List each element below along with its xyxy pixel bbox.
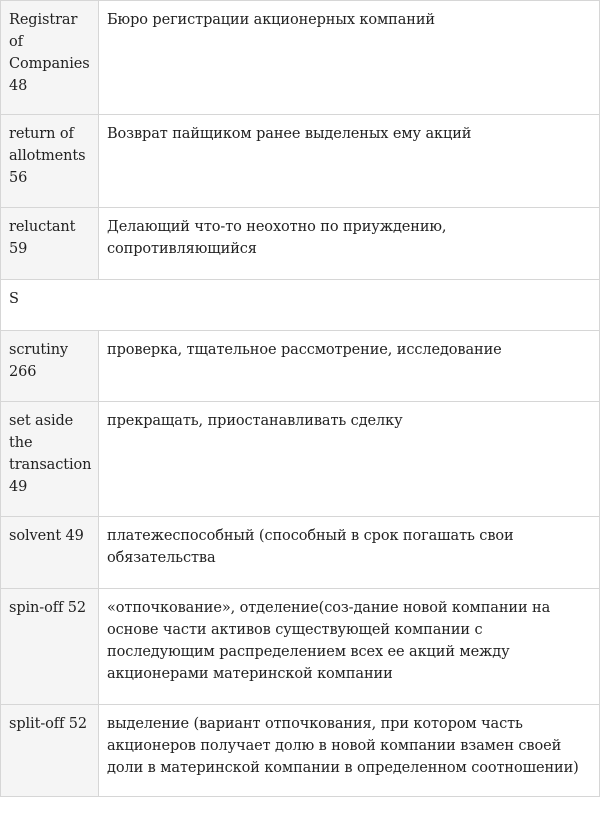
glossary-definition: Бюро регистрации акционерных компаний bbox=[99, 1, 600, 115]
table-row bbox=[1, 517, 600, 589]
glossary-term: return of allotments 56 bbox=[1, 115, 99, 208]
glossary-definition: прекращать, приостанавливать сделку bbox=[99, 402, 600, 517]
section-row bbox=[1, 280, 600, 331]
table-row bbox=[1, 331, 600, 402]
glossary-definition: платежеспособный (способный в срок погашать свои обязательства bbox=[99, 517, 600, 589]
glossary-term: Registrar of Companies 48 bbox=[1, 1, 99, 115]
table-row bbox=[1, 208, 600, 280]
glossary-term: reluctant 59 bbox=[1, 208, 99, 280]
glossary-term: spin-off 52 bbox=[1, 589, 99, 705]
table-row bbox=[1, 705, 600, 797]
glossary-term: set aside the transaction 49 bbox=[1, 402, 99, 517]
glossary-term: scrutiny 266 bbox=[1, 331, 99, 402]
glossary-term: split-off 52 bbox=[1, 705, 99, 797]
table-row bbox=[1, 115, 600, 208]
section-letter: S bbox=[1, 280, 600, 331]
table-row bbox=[1, 402, 600, 517]
table-row bbox=[1, 589, 600, 705]
glossary-definition: «отпочкование», отделение(соз-дание новой компании на основе части активов существующей компании с последующим распределением всех ее акций между акционерами материнской компании bbox=[99, 589, 600, 705]
glossary-definition: Возврат пайщиком ранее выделеных ему акций bbox=[99, 115, 600, 208]
table-row bbox=[1, 1, 600, 115]
glossary-definition: проверка, тщательное рассмотрение, исследование bbox=[99, 331, 600, 402]
glossary-term: solvent 49 bbox=[1, 517, 99, 589]
glossary-definition: Делающий что-то неохотно по приуждению, сопротивляющийся bbox=[99, 208, 600, 280]
glossary-definition: выделение (вариант отпочкования, при котором часть акционеров получает долю в новой компании взамен своей доли в материнской компании в определенном соотношении) bbox=[99, 705, 600, 797]
